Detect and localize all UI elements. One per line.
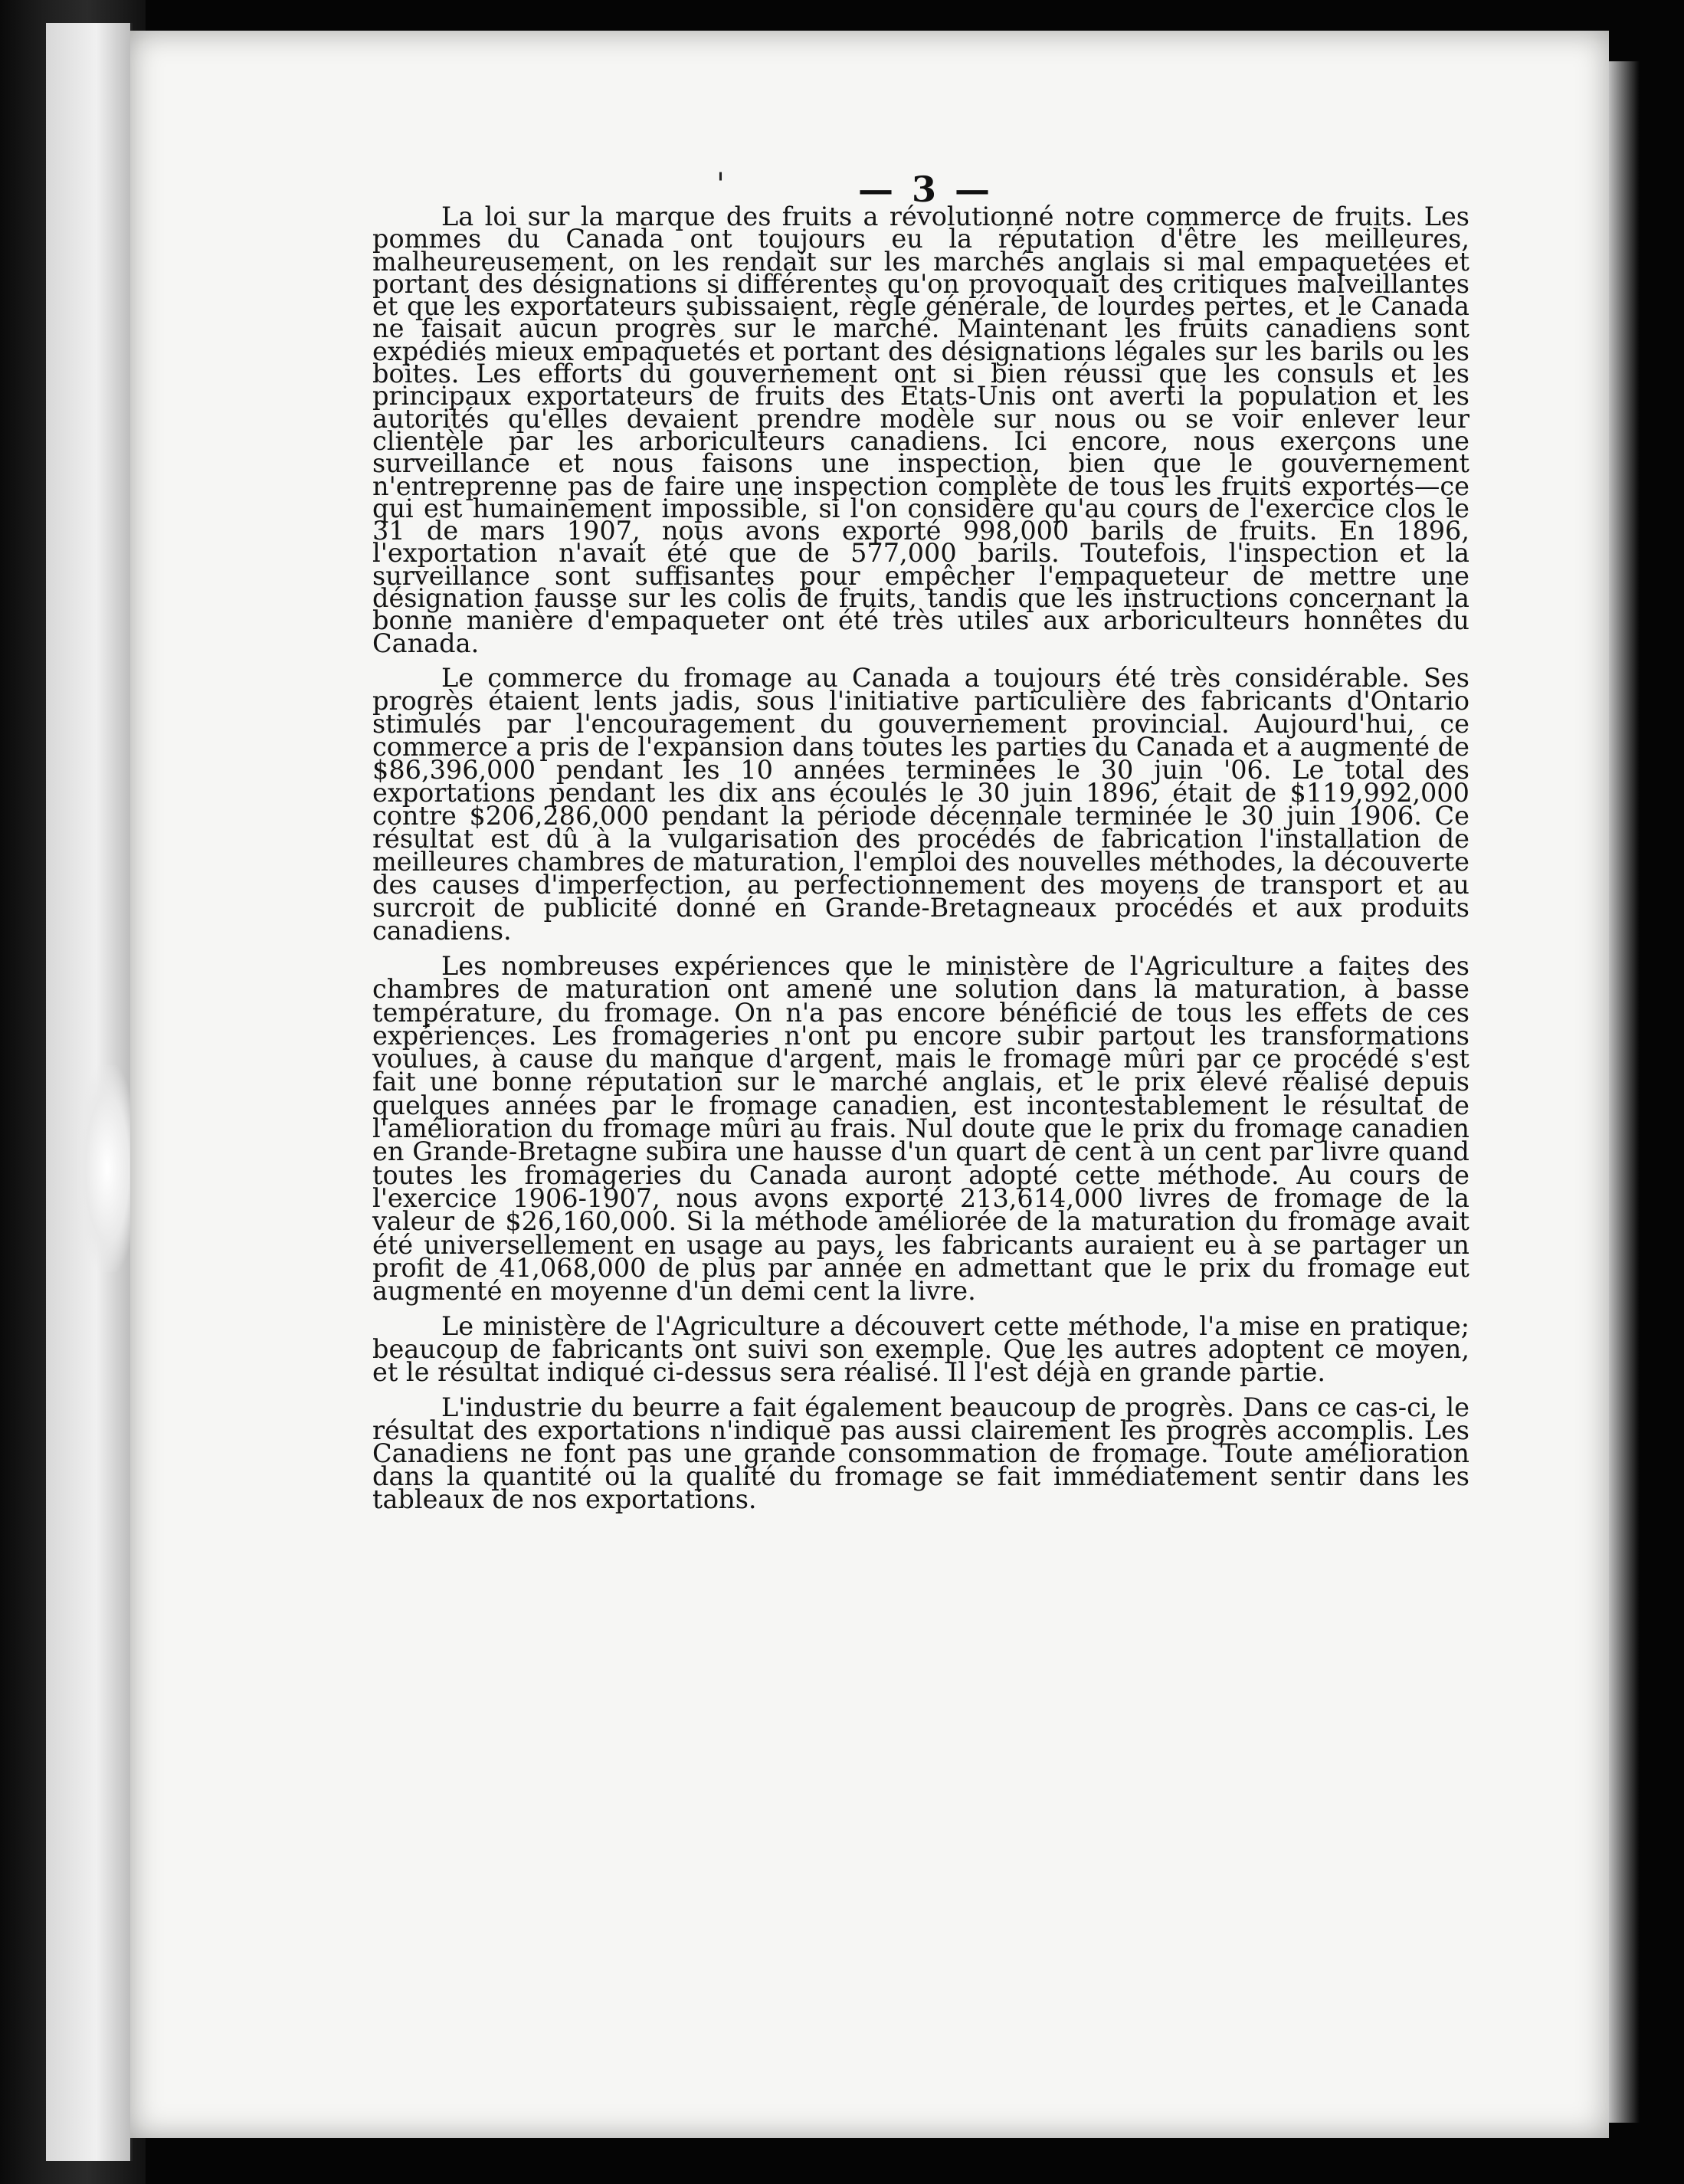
- paragraph-fruit-marking: La loi sur la marque des fruits a révolutionné notre commerce de fruits. Les pommes du Canada ont toujours eu la réputation d'être les meilleures, malheureusement, on les rendait sur les marchés anglais si mal empaquetées et portant des désignations si différentes qu'on provoquait des critiques malveillantes et que les exportateurs subissaient, règle générale, de lourdes pertes, et le Canada ne faisait aucun progrès sur le marché. Maintenant les fruits canadiens sont expédiés mieux empaquetés et portant des désignations légales sur les barils ou les boites. Les efforts du gouvernement ont si bien réussi que les consuls et les principaux exportateurs de fruits des Etats-Unis ont averti la population et les autorités qu'elles devaient prendre modèle sur nous ou se voir enlever leur clientèle par les arboriculteurs canadiens. Ici encore, nous exerçons une surveillance et nous faisons une inspection, bien que le gouvernement n'entreprenne pas de faire une inspection complète de tous les fruits exportés—ce qui est humainement impossible, si l'on considère qu'au cours de l'exercice clos le 31 de mars 1907, nous avons exporté 998,000 barils de fruits. En 1896, l'exportation n'avait été que de 577,000 barils. Toutefois, l'inspection et la surveillance sont suffisantes pour empêcher l'empaqueteur de mettre une désignation fausse sur les colis de fruits, tandis que les instructions concernant la bonne manière d'empaqueter ont été très utiles aux arboriculteurs honnêtes du Canada.: [372, 202, 1469, 658]
- paragraph-butter-industry: L'industrie du beurre a fait également beaucoup de progrès. Dans ce cas-ci, le résultat des exportations n'indique pas aussi clairement les progrès accomplis. Les Canadiens ne font pas une grande consommation de fromage. Toute amélioration dans la quantité ou la qualité du fromage se fait immédiatement sentir dans les tableaux de nos exportations.: [372, 1392, 1469, 1515]
- paragraph-ripening-experiments: Les nombreuses expériences que le ministère de l'Agriculture a faites des chambres de maturation ont amené une solution dans la maturation, à basse température, du fromage. On n'a pas encore bénéficié de tous les effets de ces expériences. Les fromageries n'ont pu encore subir partout les transformations voulues, à cause du manque d'argent, mais le fromage mûri par ce procédé s'est fait une bonne réputation sur le marché anglais, et le prix élevé réalisé depuis quelques années par le fromage canadien, est incontestablement le résultat de l'amélioration du fromage mûri au frais. Nul doute que le prix du fromage canadien en Grande-Bretagne subira une hausse d'un quart de cent à un cent par livre quand toutes les fromageries du Canada auront adopté cette méthode. Au cours de l'exercice 1906-1907, nous avons exporté 213,614,000 livres de fromage de la valeur de $26,160,000. Si la méthode améliorée de la maturation du fromage avait été universellement en usage au pays, les fabricants auraient eu à se partager un profit de 41,068,000 de plus par année en admettant que le prix du fromage eut augmenté en moyenne d'un demi cent la livre.: [372, 950, 1469, 1307]
- binding-damage: [77, 1065, 138, 1272]
- paragraph-ministry-method: Le ministère de l'Agriculture a découvert cette méthode, l'a mise en pratique; beaucoup de fabricants ont suivi son exemple. Que les autres adoptent ce moyen, et le résultat indiqué ci-dessus sera réalisé. Il l'est déjà en grande partie.: [372, 1311, 1469, 1388]
- page-number: — 3 —: [858, 169, 994, 210]
- stray-ink-mark: ': [716, 167, 725, 202]
- right-page-shadow: [1609, 61, 1640, 2123]
- paragraph-cheese-trade: Le commerce du fromage au Canada a toujours été très considérable. Ses progrès étaient lents jadis, sous l'initiative particulière des fabricants d'Ontario stimulés par l'encouragement du gouvernement provincial. Aujourd'hui, ce commerce a pris de l'expansion dans toutes les parties du Canada et a augmenté de $86,396,000 pendant les 10 années terminées le 30 juin '06. Le total des exportations pendant les dix ans écoulés le 30 juin 1896, était de $119,992,000 contre $206,286,000 pendant la période décennale terminée le 30 juin 1906. Ce résultat est dû à la vulgarisation des procédés de fabrication l'installation de meilleures chambres de maturation, l'emploi des nouvelles méthodes, la découverte des causes d'imperfection, au perfectionnement des moyens de transport et au surcroit de publicité donné en Grande-Bretagneaux procédés et aux produits canadiens.: [372, 662, 1469, 946]
- body-text: [372, 202, 1469, 1523]
